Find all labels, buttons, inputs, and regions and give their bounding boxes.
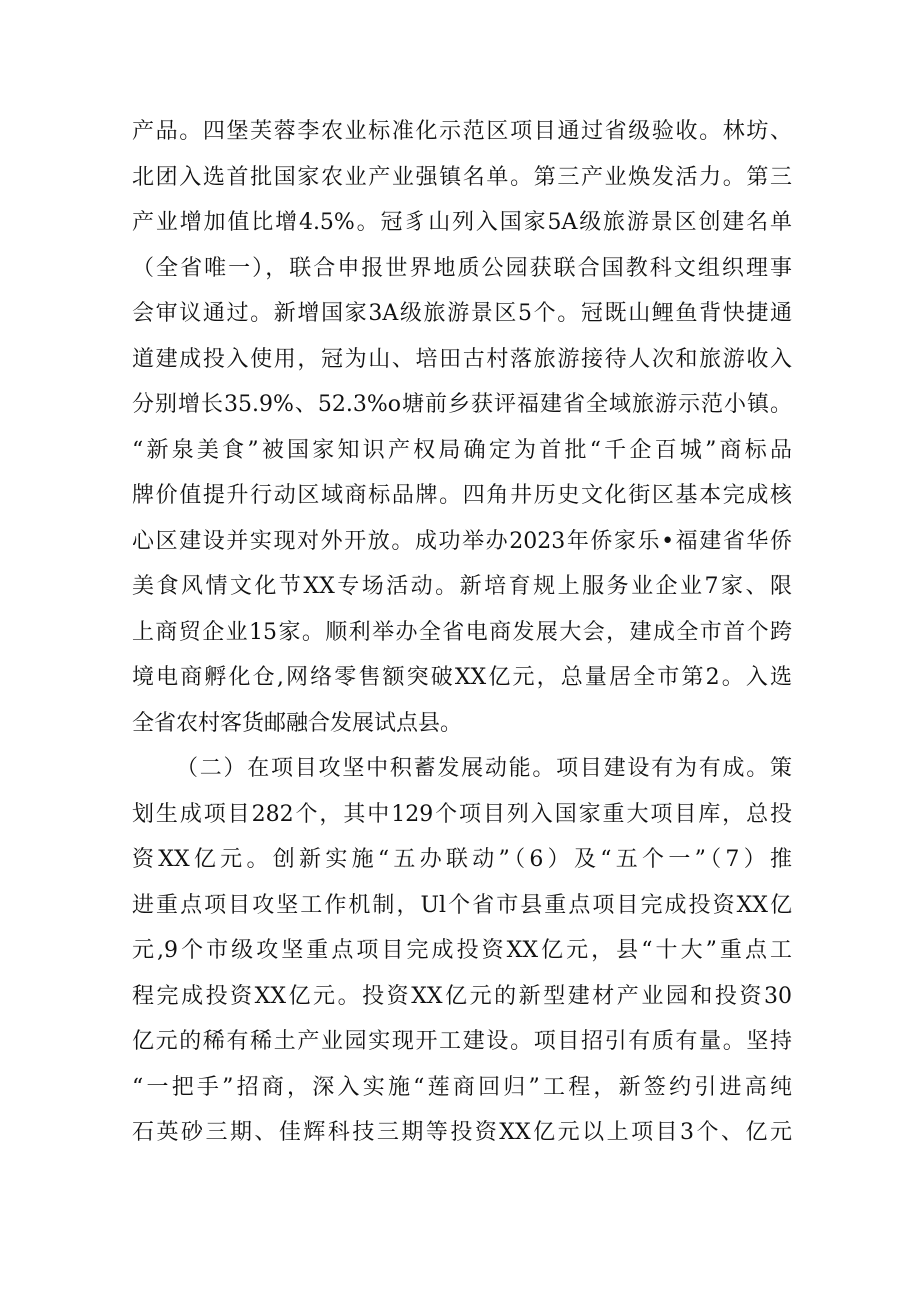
text-line: 上商贸企业15家。顺利举办全省电商发展大会，建成全市首个跨 xyxy=(132,619,792,645)
document-body xyxy=(132,109,792,1156)
text-line: 进重点项目攻坚工作机制，Ul个省市县重点项目完成投资XX亿 xyxy=(132,892,792,918)
text-line: 心区建设并实现对外开放。成功举办2023年侨家乐•福建省华侨 xyxy=(132,528,792,554)
text-line: 全省农村客货邮融合发展试点县。 xyxy=(132,710,463,736)
text-line: 产业增加值比增4.5%。冠豸山列入国家5A级旅游景区创建名单 xyxy=(132,210,792,235)
text-line: 亿元的稀有稀土产业园实现开工建设。项目招引有质有量。坚持 xyxy=(132,1029,792,1054)
text-line: 产品。四堡芙蓉李农业标准化示范区项目通过省级验收。林坊、 xyxy=(132,119,792,144)
text-line: 境电商孵化仓,网络零售额突破XX亿元，总量居全市第2。入选 xyxy=(132,665,792,690)
text-line: 元,9个市级攻坚重点项目完成投资XX亿元，县“十大”重点工 xyxy=(132,938,792,963)
text-line: （二）在项目攻坚中积蓄发展动能。项目建设有为有成。策 xyxy=(176,756,792,781)
text-line: 石英砂三期、佳辉科技三期等投资XX亿元以上项目3个、亿元 xyxy=(132,1120,792,1145)
text-line: “新泉美食”被国家知识产权局确定为首批“千企百城”商标品 xyxy=(132,437,792,463)
text-line: （全省唯一），联合申报世界地质公园获联合国教科文组织理事 xyxy=(132,255,792,281)
text-line: 美食风情文化节XX专场活动。新培育规上服务业企业7家、限 xyxy=(132,574,792,599)
text-line: 程完成投资XX亿元。投资XX亿元的新型建材产业园和投资30 xyxy=(132,983,792,1009)
paragraph-1 xyxy=(132,109,792,746)
text-line: 会审议通过。新增国家3A级旅游景区5个。冠既山鲤鱼背快捷通 xyxy=(132,301,792,326)
text-line: 划生成项目282个，其中129个项目列入国家重大项目库，总投 xyxy=(132,801,792,827)
text-line: 牌价值提升行动区域商标品牌。四角井历史文化街区基本完成核 xyxy=(132,483,792,508)
text-line: 资XX亿元。创新实施“五办联动”（6）及“五个一”（7）推 xyxy=(132,847,792,872)
text-line: 分别增长35.9%、52.3%o塘前乡获评福建省全域旅游示范小镇。 xyxy=(132,392,792,417)
text-line: 道建成投入使用，冠为山、培田古村落旅游接待人次和旅游收入 xyxy=(132,346,792,372)
paragraph-2 xyxy=(132,746,792,1156)
text-line: 北团入选首批国家农业产业强镇名单。第三产业焕发活力。第三 xyxy=(132,164,792,190)
text-line: “一把手”招商，深入实施“莲商回归”工程，新签约引进高纯 xyxy=(132,1074,792,1100)
